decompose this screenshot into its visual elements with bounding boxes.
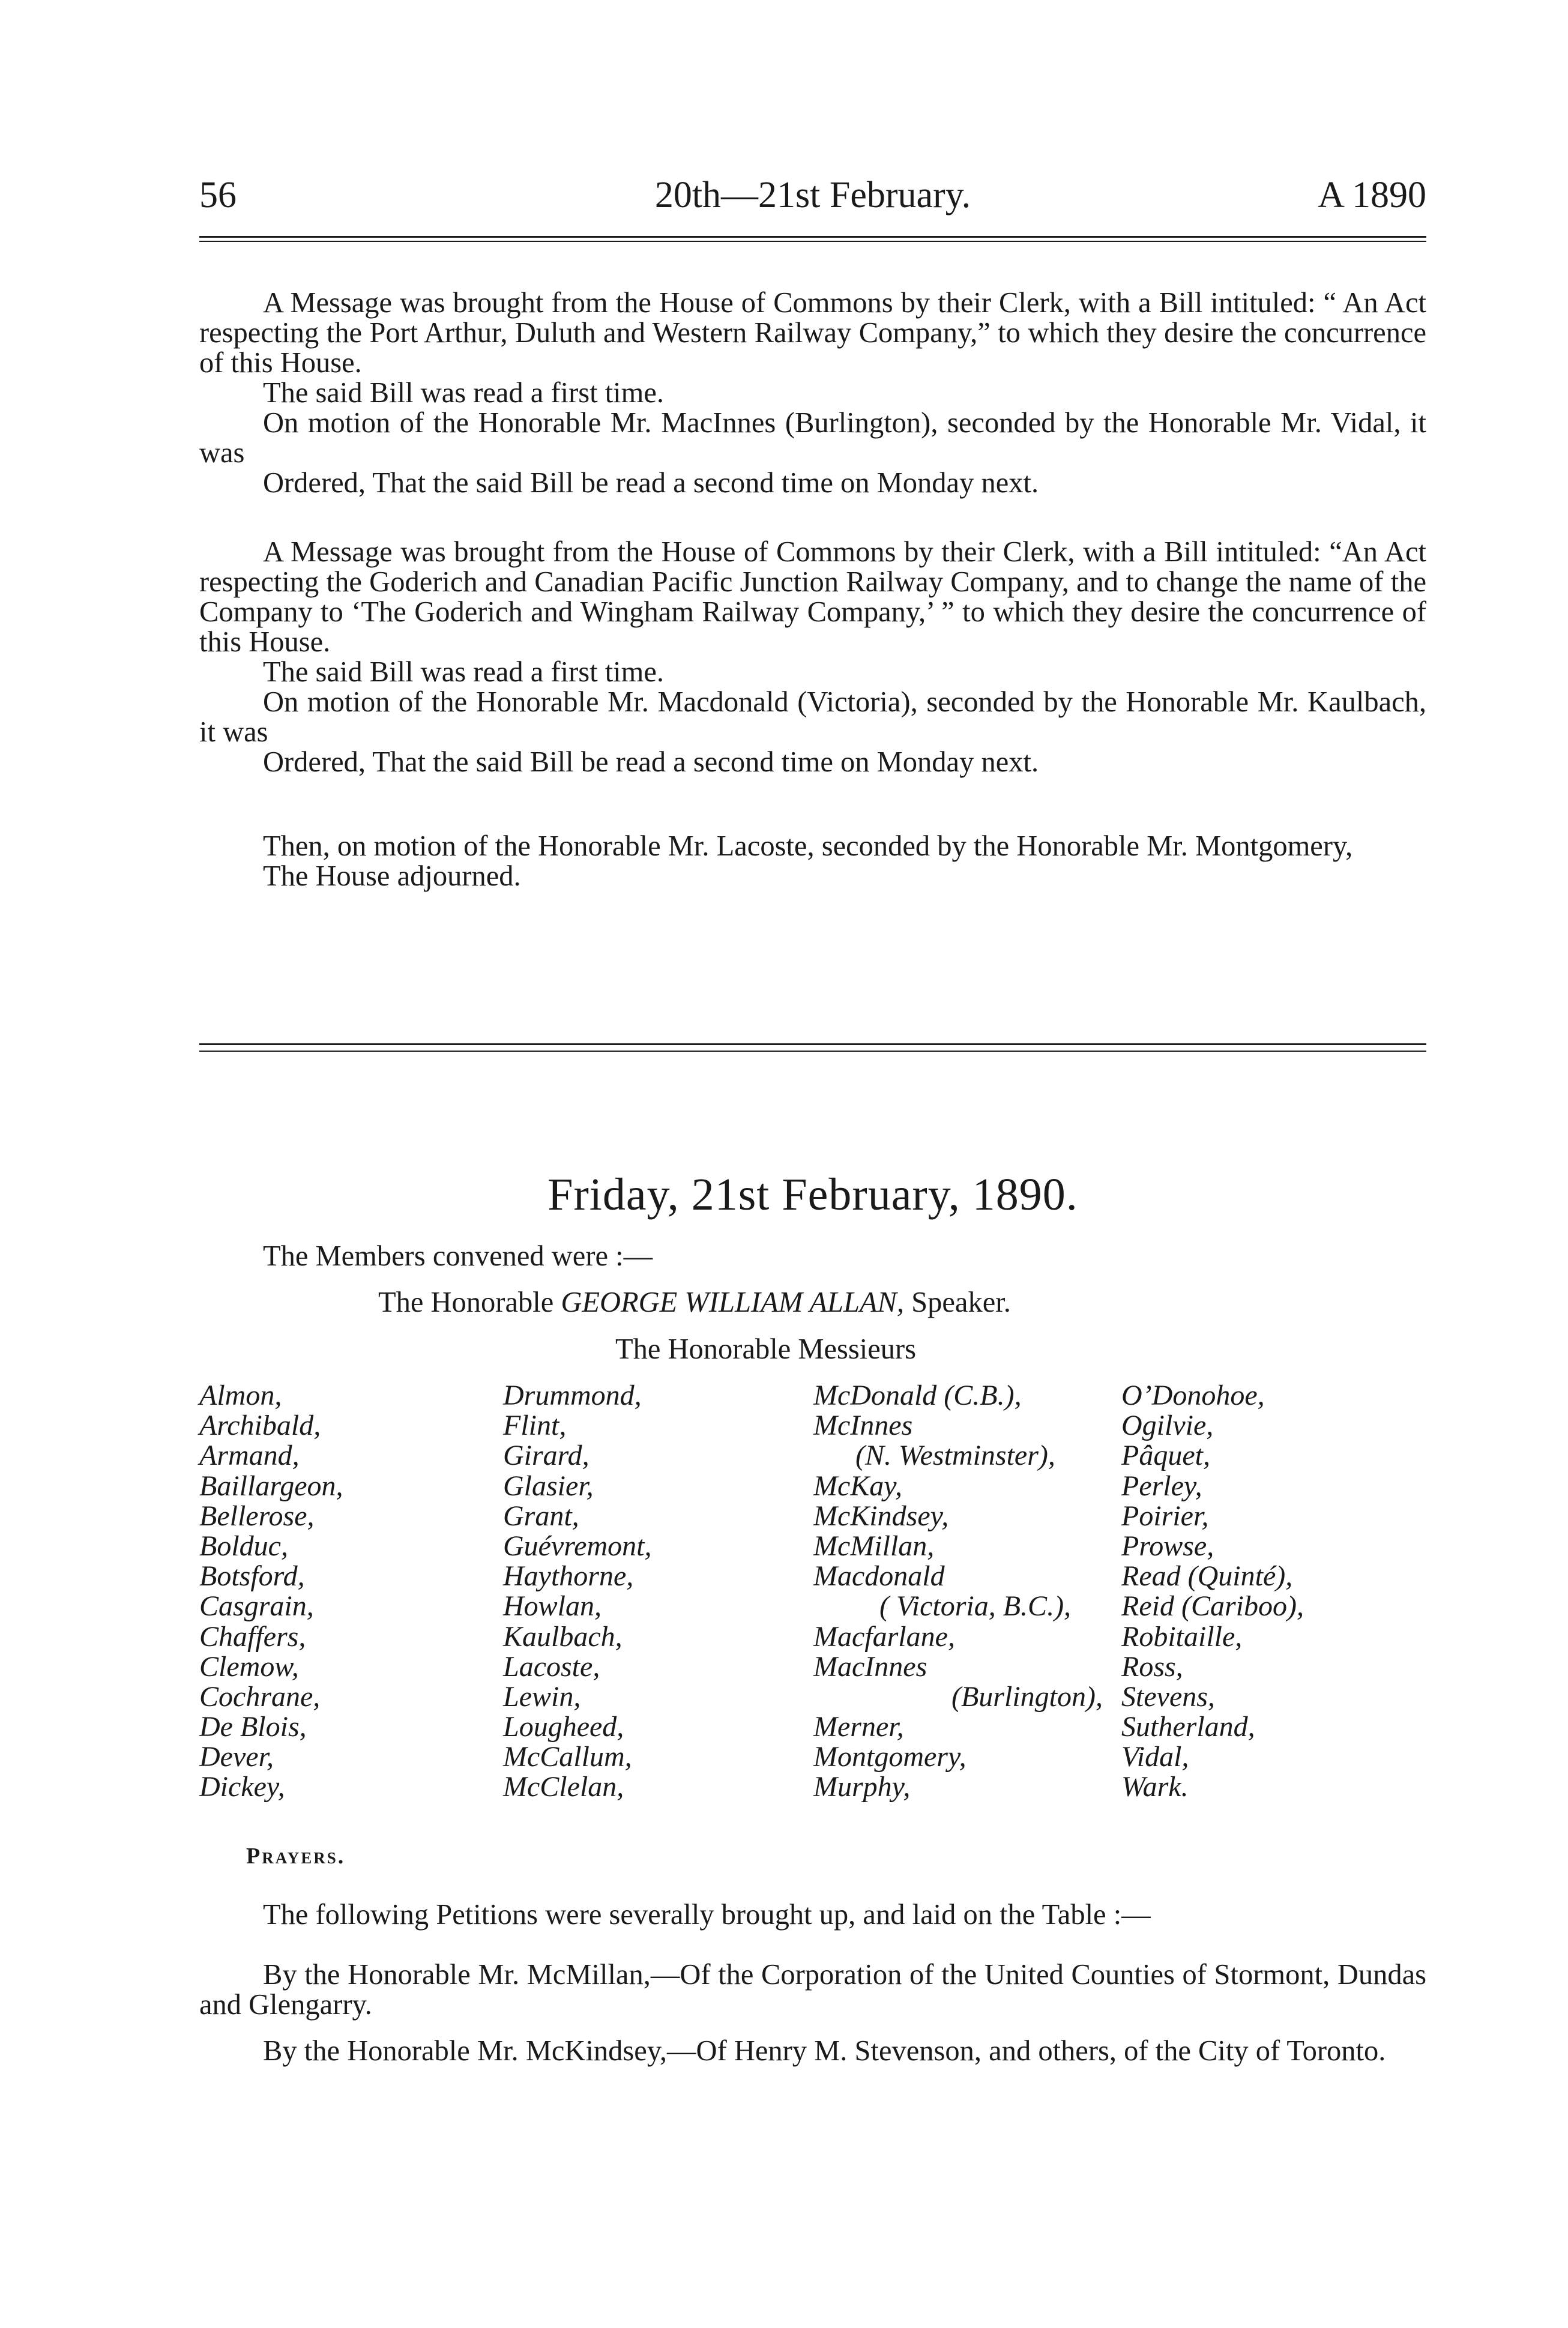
message-paragraph: A Message was brought from the House of Commons by their Clerk, with a Bill intituled: “ An Act respecting the Port Arthur, Duluth and Western Railway Company,” to which they desire the concurrence of this House. <box>199 287 1426 379</box>
petitions-intro: The following Petitions were severally brought up, and laid on the Table :— <box>263 1899 1151 1931</box>
members-convened: The Members convened were :— <box>263 1240 653 1272</box>
members-column-2 <box>503 1381 651 1803</box>
petitions-block <box>199 1900 1426 1930</box>
member-name: Lacoste, <box>503 1650 600 1683</box>
member-name: McClelan, <box>503 1771 624 1803</box>
member-name: Almon, <box>199 1380 282 1411</box>
member-name: De Blois, <box>199 1711 307 1743</box>
member-name: Drummond, <box>503 1380 642 1411</box>
member-name: Clemow, <box>199 1650 299 1683</box>
first-reading-line: The said Bill was read a first time. <box>263 377 665 409</box>
member-name: Cochrane, <box>199 1680 321 1713</box>
member-name: Robitaille, <box>1121 1620 1243 1653</box>
member-name: McMillan, <box>813 1530 935 1562</box>
member-name: Girard, <box>503 1440 590 1472</box>
member-name: Lougheed, <box>503 1711 624 1743</box>
order-line: Ordered, That the said Bill be read a second time on Monday next. <box>263 746 1039 778</box>
header-date: 20th—21st February. <box>654 175 971 216</box>
members-column-4 <box>1121 1381 1304 1803</box>
messieurs-heading: The Honorable Messieurs <box>615 1333 917 1365</box>
member-name: Baillargeon, <box>199 1470 343 1502</box>
member-name: Armand, <box>199 1440 300 1472</box>
member-name: Ross, <box>1121 1650 1183 1683</box>
members-column-1 <box>199 1381 343 1803</box>
member-name: Wark. <box>1121 1771 1189 1803</box>
page-header <box>199 171 1426 219</box>
member-name: ( Victoria, B.C.), <box>879 1590 1072 1623</box>
member-name: Lewin, <box>503 1680 581 1713</box>
motion-paragraph: On motion of the Honorable Mr. Macdonald (Victoria), seconded by the Honorable Mr. Kaulbach, it was <box>199 686 1426 748</box>
adjournment-motion: Then, on motion of the Honorable Mr. Lacoste, seconded by the Honorable Mr. Montgomery, <box>263 830 1353 862</box>
member-name: (N. Westminster), <box>855 1440 1055 1472</box>
page-number: 56 <box>199 175 237 216</box>
member-name: Bolduc, <box>199 1530 288 1562</box>
petition-text: By the Honorable Mr. McKindsey,—Of Henry M. Stevenson, and others, of the City of Toronto. <box>263 2035 1386 2067</box>
member-name: Prowse, <box>1121 1530 1214 1562</box>
motion-paragraph: On motion of the Honorable Mr. MacInnes (Burlington), seconded by the Honorable Mr. Vidal, it was <box>199 407 1426 469</box>
member-name: Ogilvie, <box>1121 1410 1214 1442</box>
member-name: Archibald, <box>199 1410 321 1442</box>
header-rule-thin <box>199 241 1426 242</box>
message-paragraph: A Message was brought from the House of Commons by their Clerk, with a Bill intituled: “An Act respecting the Goderich and Canadian Pacific Junction Railway Company, and to change the name of the Company to ‘The Goderich and Wingham Railway Company,’ ” to which they desire the concurrence of this House. <box>199 536 1426 658</box>
member-name: McKindsey, <box>813 1500 949 1532</box>
member-name: Read (Quinté), <box>1121 1560 1293 1593</box>
member-name: Sutherland, <box>1121 1711 1255 1743</box>
member-name: Flint, <box>503 1410 567 1442</box>
member-name: Poirier, <box>1121 1500 1209 1532</box>
member-name: Grant, <box>503 1500 579 1532</box>
member-name: Stevens, <box>1121 1680 1215 1713</box>
member-name: Pâquet, <box>1121 1440 1210 1472</box>
member-name: Howlan, <box>503 1590 602 1623</box>
speaker-name: GEORGE WILLIAM ALLAN, <box>561 1286 905 1318</box>
speaker-line <box>378 1288 1011 1318</box>
member-name: Perley, <box>1121 1470 1202 1502</box>
section-rule <box>199 1043 1426 1045</box>
member-name: Macdonald <box>813 1560 945 1593</box>
member-name: McInnes <box>813 1410 913 1442</box>
message-block-2 <box>199 537 1426 777</box>
order-line: Ordered, That the said Bill be read a second time on Monday next. <box>263 467 1039 499</box>
adjournment-line: The House adjourned. <box>263 860 521 892</box>
member-name: McKay, <box>813 1470 902 1502</box>
prayers-label: Prayers. <box>246 1844 346 1869</box>
members-column-3 <box>813 1381 1103 1803</box>
member-name: McDonald (C.B.), <box>813 1380 1022 1411</box>
member-name: Botsford, <box>199 1560 305 1593</box>
member-name: McCallum, <box>503 1741 632 1773</box>
member-name: Kaulbach, <box>503 1620 623 1653</box>
member-name: Montgomery, <box>813 1741 966 1773</box>
member-name: Macfarlane, <box>813 1620 955 1653</box>
member-name: Haythorne, <box>503 1560 634 1593</box>
message-block-1 <box>199 288 1426 498</box>
header-year: A 1890 <box>1318 175 1426 216</box>
member-name: O’Donohoe, <box>1121 1380 1265 1411</box>
speaker-prefix: The Honorable <box>378 1286 554 1318</box>
member-name: Dickey, <box>199 1771 285 1803</box>
section-rule-thin <box>199 1051 1426 1052</box>
member-name: Reid (Cariboo), <box>1121 1590 1304 1623</box>
member-name: Glasier, <box>503 1470 594 1502</box>
petition-2 <box>199 2036 1426 2066</box>
adjournment-block <box>199 831 1426 891</box>
member-name: Vidal, <box>1121 1741 1189 1773</box>
member-name: Murphy, <box>813 1771 911 1803</box>
header-rule <box>199 236 1426 238</box>
first-reading-line: The said Bill was read a first time. <box>263 656 665 688</box>
member-name: Chaffers, <box>199 1620 306 1653</box>
speaker-title: Speaker. <box>911 1286 1011 1318</box>
member-name: Bellerose, <box>199 1500 315 1532</box>
member-name: (Burlington), <box>951 1680 1103 1713</box>
day-heading: Friday, 21st February, 1890. <box>547 1169 1078 1220</box>
member-name: Guévremont, <box>503 1530 652 1562</box>
member-name: Casgrain, <box>199 1590 314 1623</box>
petition-text: By the Honorable Mr. McMillan,—Of the Corporation of the United Counties of Stormont, Dundas and Glengarry. <box>199 1959 1426 2021</box>
member-name: Merner, <box>813 1711 904 1743</box>
member-name: MacInnes <box>813 1650 927 1683</box>
member-name: Dever, <box>199 1741 274 1773</box>
petition-1 <box>199 1960 1426 2020</box>
